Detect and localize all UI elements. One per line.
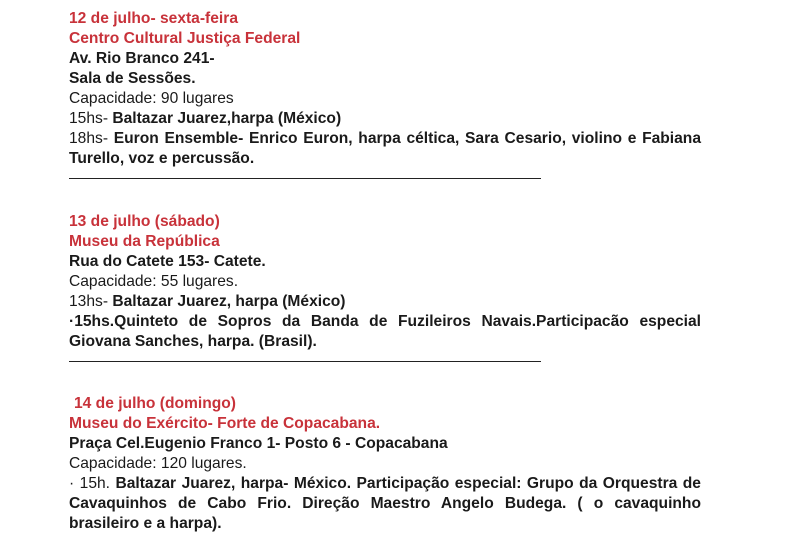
program-item bbox=[69, 312, 701, 352]
program-performer: ·15hs.Quinteto de Sopros da Banda de Fuzileiros Navais.Participacão especial Giovana Sanches, harpa. (Brasil). bbox=[69, 313, 701, 350]
program-item bbox=[69, 129, 701, 169]
program-time: 15hs- bbox=[69, 110, 113, 127]
program-item bbox=[69, 292, 701, 312]
program-performer: Baltazar Juarez, harpa (México) bbox=[112, 293, 346, 310]
event-address: Rua do Catete 153- Catete. bbox=[69, 253, 266, 270]
program-item bbox=[69, 109, 701, 129]
event-room: Sala de Sessões. bbox=[69, 70, 196, 87]
program-performer: Euron Ensemble- Enrico Euron, harpa céltica, Sara Cesario, violino e Fabiana Turello, voz e percussão. bbox=[69, 130, 701, 167]
event-capacity: Capacidade: 120 lugares. bbox=[69, 455, 247, 472]
event-capacity: Capacidade: 55 lugares. bbox=[69, 273, 239, 290]
event-address: Praça Cel.Eugenio Franco 1- Posto 6 - Copacabana bbox=[69, 435, 448, 452]
program-item bbox=[69, 474, 701, 534]
event-capacity: Capacidade: 90 lugares bbox=[69, 90, 234, 107]
section-divider bbox=[69, 178, 541, 179]
section-divider bbox=[69, 361, 541, 362]
event-venue: Museu da República bbox=[69, 233, 220, 250]
event-july-13 bbox=[69, 212, 701, 362]
program-performer: Baltazar Juarez, harpa- México. Participação especial: Grupo da Orquestra de Cavaquinhos de Cabo Frio. Direção Maestro Angelo Budega. ( o cavaquinho brasileiro e a harpa). bbox=[69, 475, 701, 532]
event-july-12 bbox=[69, 9, 701, 179]
event-date: 12 de julho- sexta-feira bbox=[69, 10, 238, 27]
event-july-14 bbox=[69, 394, 701, 534]
event-venue: Museu do Exército- Forte de Copacabana. bbox=[69, 415, 381, 432]
program-time: 13hs- bbox=[69, 293, 113, 310]
program-performer: Baltazar Juarez,harpa (México) bbox=[112, 110, 342, 127]
event-date: 13 de julho (sábado) bbox=[69, 213, 220, 230]
event-venue: Centro Cultural Justiça Federal bbox=[69, 30, 301, 47]
event-address: Av. Rio Branco 241- bbox=[69, 50, 215, 67]
program-time: · 15h. bbox=[69, 475, 116, 492]
program-time: 18hs- bbox=[69, 130, 114, 147]
event-date: 14 de julho (domingo) bbox=[74, 395, 236, 412]
